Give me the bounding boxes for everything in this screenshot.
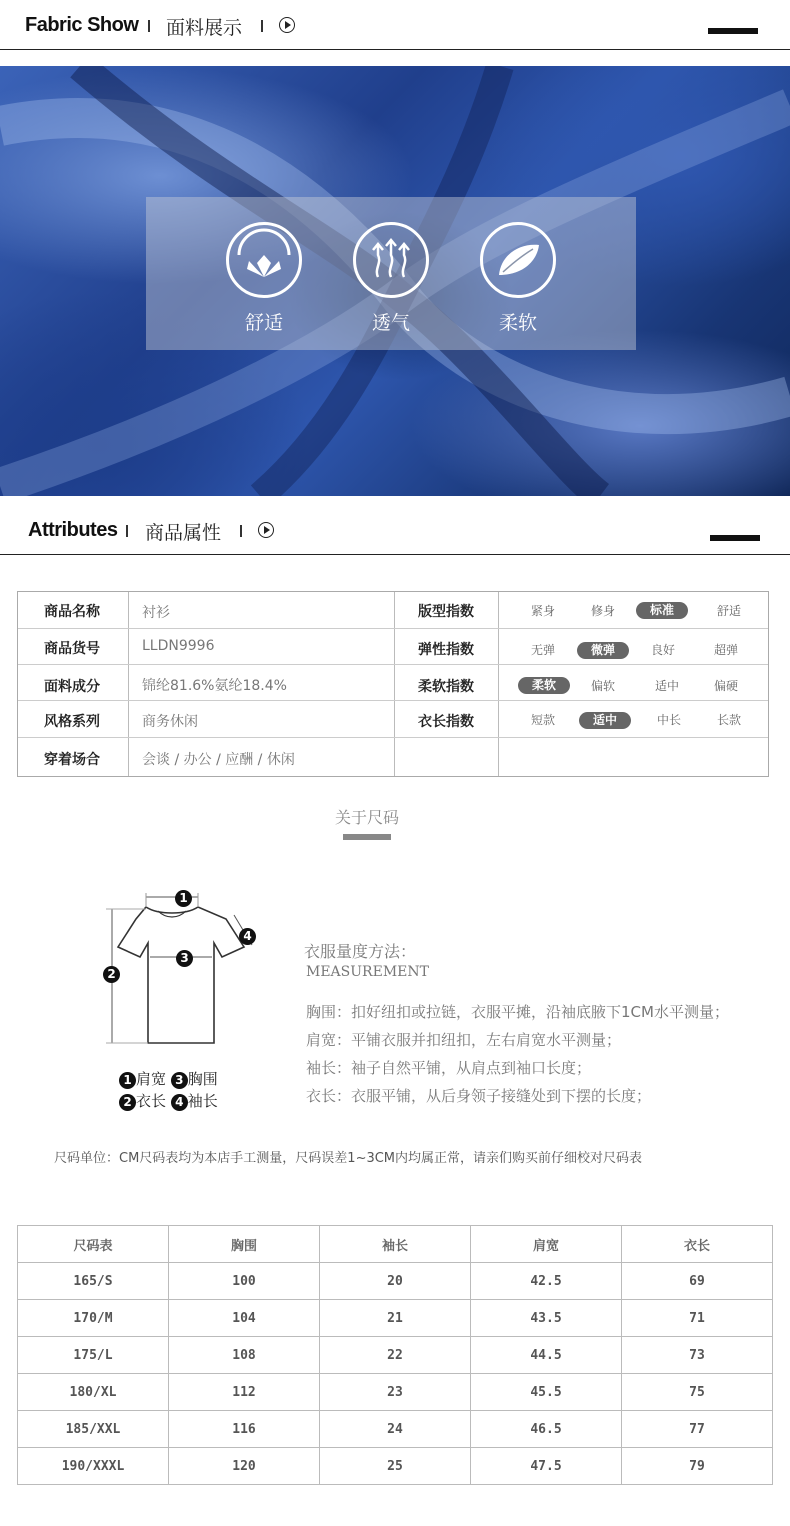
table-row [18,1374,773,1411]
fabric-section-header [0,0,790,50]
index-option: 超弹 [713,643,738,657]
table-cell: 104 [169,1300,320,1337]
fabric-header-cn: 面料展示 [166,17,243,39]
index-option: 中长 [656,713,681,727]
table-cell: 69 [622,1263,773,1300]
row-divider [18,700,768,701]
index-option: 适中 [654,679,679,693]
table-cell: 165/S [18,1263,169,1300]
table-cell: 77 [622,1411,773,1448]
index-option: 紧身 [530,604,555,618]
table-cell: 116 [169,1411,320,1448]
legend-num: 4 [171,1094,188,1111]
feature-breathable [351,222,431,335]
feature-comfort [224,222,304,335]
play-arrow-icon[interactable] [279,17,295,33]
row-divider [18,737,768,738]
size-table [17,1225,773,1485]
table-cell: 43.5 [471,1300,622,1337]
index-option: 良好 [650,643,675,657]
size-note: 尺码单位：CM尺码表均为本店手工测量，尺码误差1~3CM内均属正常，请亲们购买前仔细校对尺码表 [54,1151,643,1166]
measure-method-line: 肩宽：平铺衣服并扣纽扣，左右肩宽水平测量； [306,1031,622,1049]
feature-label: 柔软 [498,312,537,334]
attributes-section-header [0,505,790,555]
index-option-selected: 标准 [636,602,688,619]
divider [126,525,128,537]
header-accent-bar [708,28,758,34]
table-row [18,1300,773,1337]
feature-label: 舒适 [244,312,283,334]
measure-method-line: 胸围：扣好纽扣或拉链，衣服平摊，沿袖底腋下1CM水平测量； [306,1003,729,1021]
index-option: 无弹 [530,643,555,657]
legend-num: 2 [119,1094,136,1111]
row-divider [18,664,768,665]
breathable-arrows-icon [353,222,429,298]
features-panel [146,197,636,350]
legend-label: 胸围 [187,1070,218,1088]
measure-method-line: 衣长：衣服平铺，从后身领子接缝处到下摆的长度； [306,1087,652,1105]
table-cell: 20 [320,1263,471,1300]
attributes-header-cn: 商品属性 [145,522,222,544]
table-cell: 24 [320,1411,471,1448]
tshirt-measure-diagram [96,885,266,1050]
legend-row [119,1068,218,1089]
cotton-flower-icon [226,222,302,298]
table-cell: 185/XXL [18,1411,169,1448]
measure-method-en: MEASUREMENT [306,964,429,980]
legend-num: 3 [171,1072,188,1089]
col-divider [394,592,395,776]
attributes-table [17,591,769,777]
index-option: 偏硬 [713,679,738,693]
size-table-header-cell: 尺码表 [18,1226,169,1263]
size-table-header-cell: 胸围 [169,1226,320,1263]
table-cell: 75 [622,1374,773,1411]
attr-value: 商务休闲 [142,714,198,730]
table-row [18,1448,773,1485]
size-table-header-cell: 袖长 [320,1226,471,1263]
index-label: 衣长指数 [418,714,474,730]
index-option: 偏软 [590,679,615,693]
attr-label: 穿着场合 [44,752,100,768]
table-cell: 25 [320,1448,471,1485]
table-cell: 21 [320,1300,471,1337]
table-cell: 79 [622,1448,773,1485]
table-row [18,1411,773,1448]
size-table-header [18,1226,773,1263]
attributes-header-en: Attributes [28,519,118,541]
table-cell: 22 [320,1337,471,1374]
attr-label: 商品货号 [44,641,100,657]
table-cell: 46.5 [471,1411,622,1448]
index-option: 短款 [530,713,555,727]
measure-method-line: 袖长：袖子自然平铺，从肩点到袖口长度； [306,1059,592,1077]
attr-label: 商品名称 [44,604,100,620]
marker-1-icon: 1 [175,890,192,907]
title-underline [343,834,391,840]
divider [261,20,263,32]
marker-3-icon: 3 [176,950,193,967]
header-accent-bar [710,535,760,541]
table-cell: 175/L [18,1337,169,1374]
attr-value: 衬衫 [142,605,170,621]
attr-label: 风格系列 [44,714,100,730]
marker-2-icon: 2 [103,966,120,983]
legend-label: 衣长 [136,1092,167,1110]
index-option: 舒适 [716,604,741,618]
divider [148,20,150,32]
table-cell: 42.5 [471,1263,622,1300]
header-rule [0,554,790,555]
index-option-selected: 微弹 [577,642,629,659]
col-divider [498,592,499,776]
index-label: 版型指数 [418,604,474,620]
table-row [18,1263,773,1300]
fabric-header-en: Fabric Show [25,14,139,36]
legend-row [119,1090,218,1111]
index-option: 长款 [716,713,741,727]
feather-leaf-icon [480,222,556,298]
table-cell: 170/M [18,1300,169,1337]
feature-soft [478,222,558,335]
play-arrow-icon[interactable] [258,522,274,538]
table-cell: 47.5 [471,1448,622,1485]
table-row [18,1337,773,1374]
table-cell: 71 [622,1300,773,1337]
index-option-selected: 适中 [579,712,631,729]
table-cell: 73 [622,1337,773,1374]
table-cell: 120 [169,1448,320,1485]
index-label: 柔软指数 [418,679,474,695]
size-table-header-cell: 衣长 [622,1226,773,1263]
table-cell: 190/XXXL [18,1448,169,1485]
measure-method-title: 衣服量度方法： [304,942,417,961]
header-rule [0,49,790,50]
index-label: 弹性指数 [418,642,474,658]
size-table-header-cell: 肩宽 [471,1226,622,1263]
divider [240,525,242,537]
index-option: 修身 [590,604,615,618]
table-cell: 108 [169,1337,320,1374]
table-cell: 180/XL [18,1374,169,1411]
table-cell: 100 [169,1263,320,1300]
table-cell: 44.5 [471,1337,622,1374]
legend-label: 肩宽 [136,1070,167,1088]
col-divider [128,592,129,776]
attr-value: LLDN9996 [142,638,215,654]
table-cell: 112 [169,1374,320,1411]
fabric-photo [0,66,790,496]
table-cell: 45.5 [471,1374,622,1411]
index-option-selected: 柔软 [518,677,570,694]
attr-value: 会谈 / 办公 / 应酬 / 休闲 [142,752,295,768]
size-table-wrapper [15,1196,775,1511]
attr-label: 面料成分 [44,679,100,695]
attr-value: 锦纶81.6%氨纶18.4% [142,678,287,694]
legend-num: 1 [119,1072,136,1089]
size-section-title: 关于尺码 [334,808,399,827]
legend-label: 袖长 [187,1092,218,1110]
marker-4-icon: 4 [239,928,256,945]
table-cell: 23 [320,1374,471,1411]
feature-label: 透气 [371,312,410,334]
row-divider [18,628,768,629]
